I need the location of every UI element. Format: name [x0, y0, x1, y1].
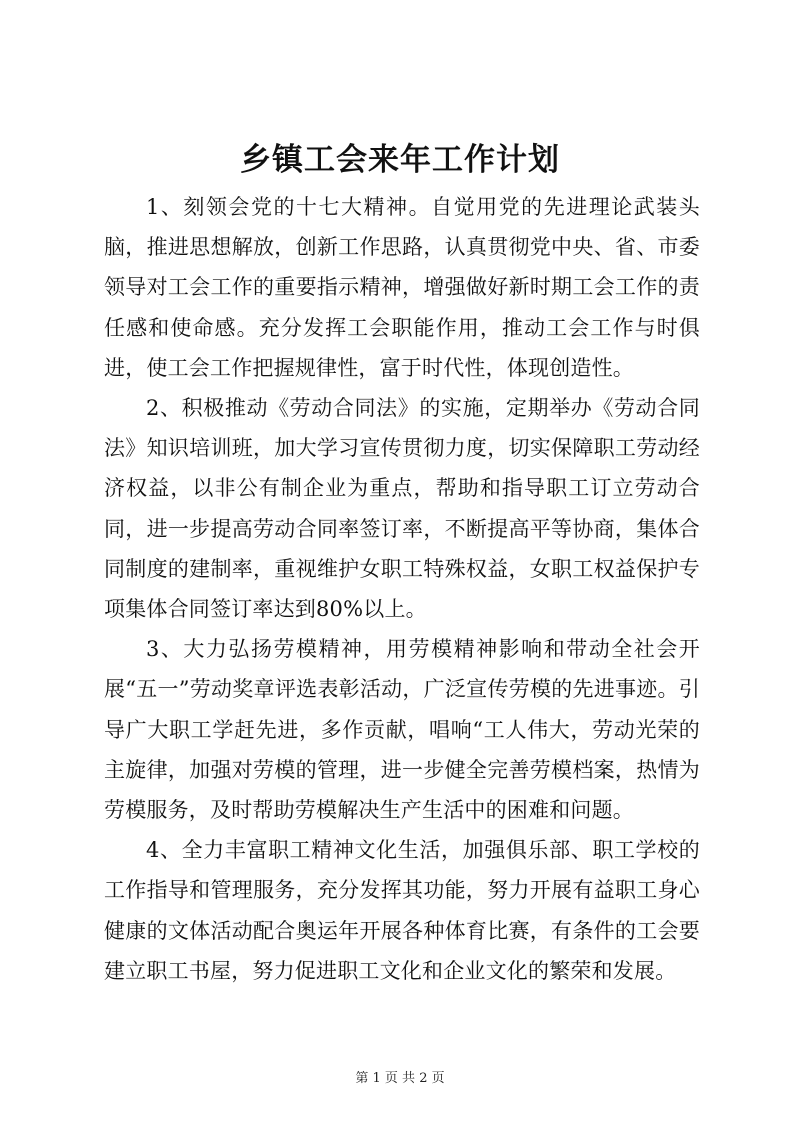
- paragraph-2: 2、积极推动《劳动合同法》的实施，定期举办《劳动合同法》知识培训班，加大学习宣传贯彻力度，切实保障职工劳动经济权益，以非公有制企业为重点，帮助和指导职工订立劳动合同，进一步提高劳动合同率签订率，不断提高平等协商，集体合同制度的建制率，重视维护女职工特殊权益，女职工权益保护专项集体合同签订率达到80%以上。: [104, 396, 700, 622]
- paragraph-1: 1、刻领会党的十七大精神。自觉用党的先进理论武装头脑，推进思想解放，创新工作思路，认真贯彻党中央、省、市委领导对工会工作的重要指示精神，增强做好新时期工会工作的责任感和使命感。充分发挥工会职能作用，推动工会工作与时俱进，使工会工作把握规律性，富于时代性，体现创造性。: [104, 195, 700, 380]
- paragraph-4: 4、全力丰富职工精神文化生活，加强俱乐部、职工学校的工作指导和管理服务，充分发挥其功能，努力开展有益职工身心健康的文体活动配合奥运年开展各种体育比赛，有条件的工会要建立职工书屋，努力促进职工文化和企业文化的繁荣和发展。: [104, 838, 700, 983]
- document-body: [104, 187, 700, 991]
- page-footer: 第 1 页 共 2 页: [355, 1071, 445, 1086]
- paragraph-3: 3、大力弘扬劳模精神，用劳模精神影响和带动全社会开展“五一”劳动奖章评选表彰活动，广泛宣传劳模的先进事迹。引导广大职工学赶先进，多作贡献，唱响“工人伟大，劳动光荣的主旋律，加强对劳模的管理，进一步健全完善劳模档案，热情为劳模服务，及时帮助劳模解决生产生活中的困难和问题。: [104, 637, 700, 823]
- document-title: 乡镇工会来年工作计划: [240, 142, 560, 178]
